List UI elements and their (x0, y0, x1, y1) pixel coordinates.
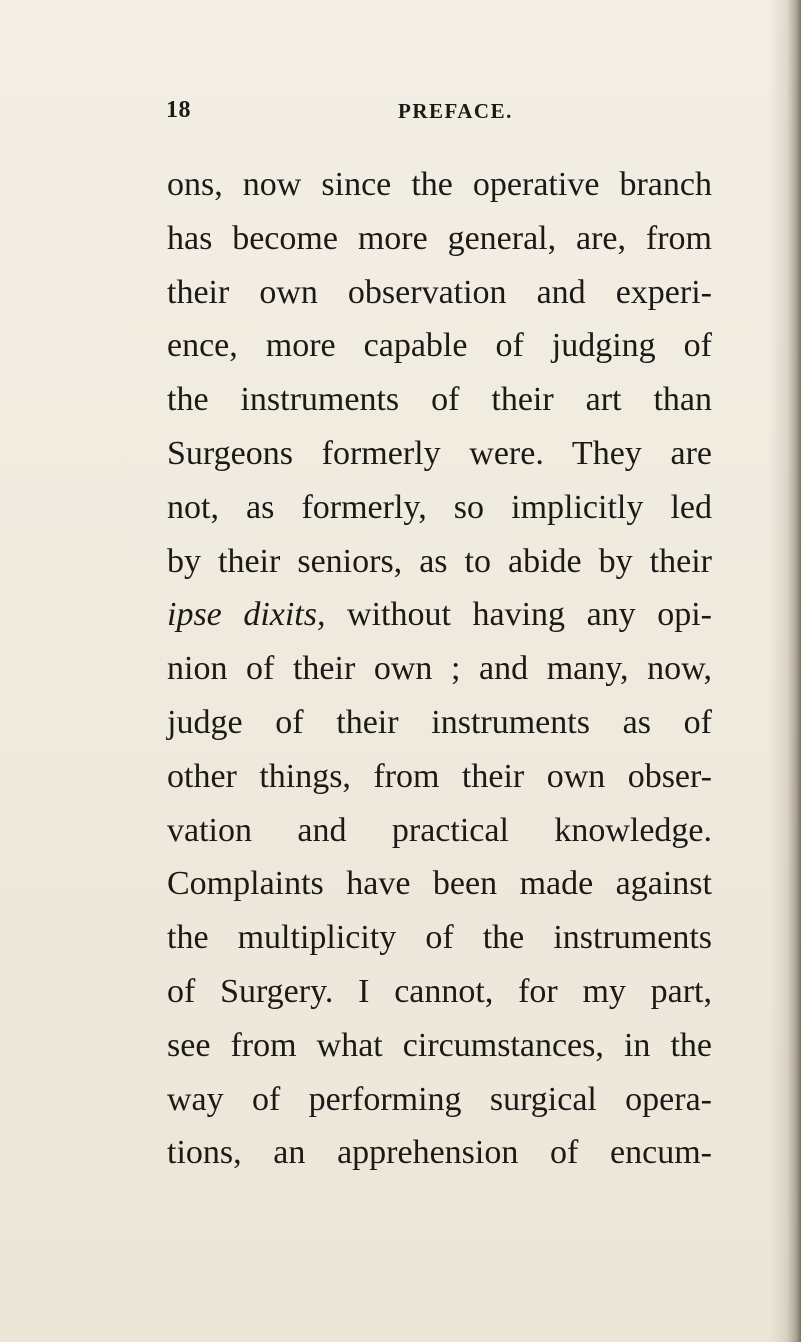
text-line: ence, more capable of judging of (167, 327, 712, 365)
text-line: Surgeons formerly were. They are (167, 434, 712, 472)
text-line: by their seniors, as to abide by their (167, 542, 712, 580)
text-line: tions, an apprehension of encum- (167, 1134, 712, 1172)
text-line: has become more general, are, from (167, 219, 712, 257)
text-line: the instruments of their art than (167, 381, 712, 419)
page-edge-shadow (787, 0, 801, 1342)
text-line-with-italic (167, 588, 712, 642)
text-line: see from what circumstances, in the (167, 1026, 712, 1064)
text-line: judge of their instruments as of (167, 703, 712, 741)
text-line: ons, now since the operative branch (167, 166, 712, 203)
text-line-rest: without having any opi- (325, 596, 712, 634)
body-text (167, 158, 712, 1180)
running-head (166, 97, 686, 137)
page-number: 18 (166, 97, 191, 123)
text-line: other things, from their own obser- (167, 757, 712, 795)
text-line: not, as formerly, so implicitly led (167, 488, 712, 526)
running-title: PREFACE. (398, 99, 513, 123)
text-line: the multiplicity of the instruments (167, 919, 712, 957)
italic-phrase: ipse dixits, (167, 596, 326, 634)
text-line: vation and practical knowledge. (167, 811, 712, 849)
text-line: of Surgery. I cannot, for my part, (167, 972, 712, 1010)
text-line: way of performing surgical opera- (167, 1080, 712, 1118)
text-line: their own observation and experi- (167, 273, 712, 311)
text-line: nion of their own ; and many, now, (167, 650, 712, 688)
text-line: Complaints have been made against (167, 865, 712, 903)
